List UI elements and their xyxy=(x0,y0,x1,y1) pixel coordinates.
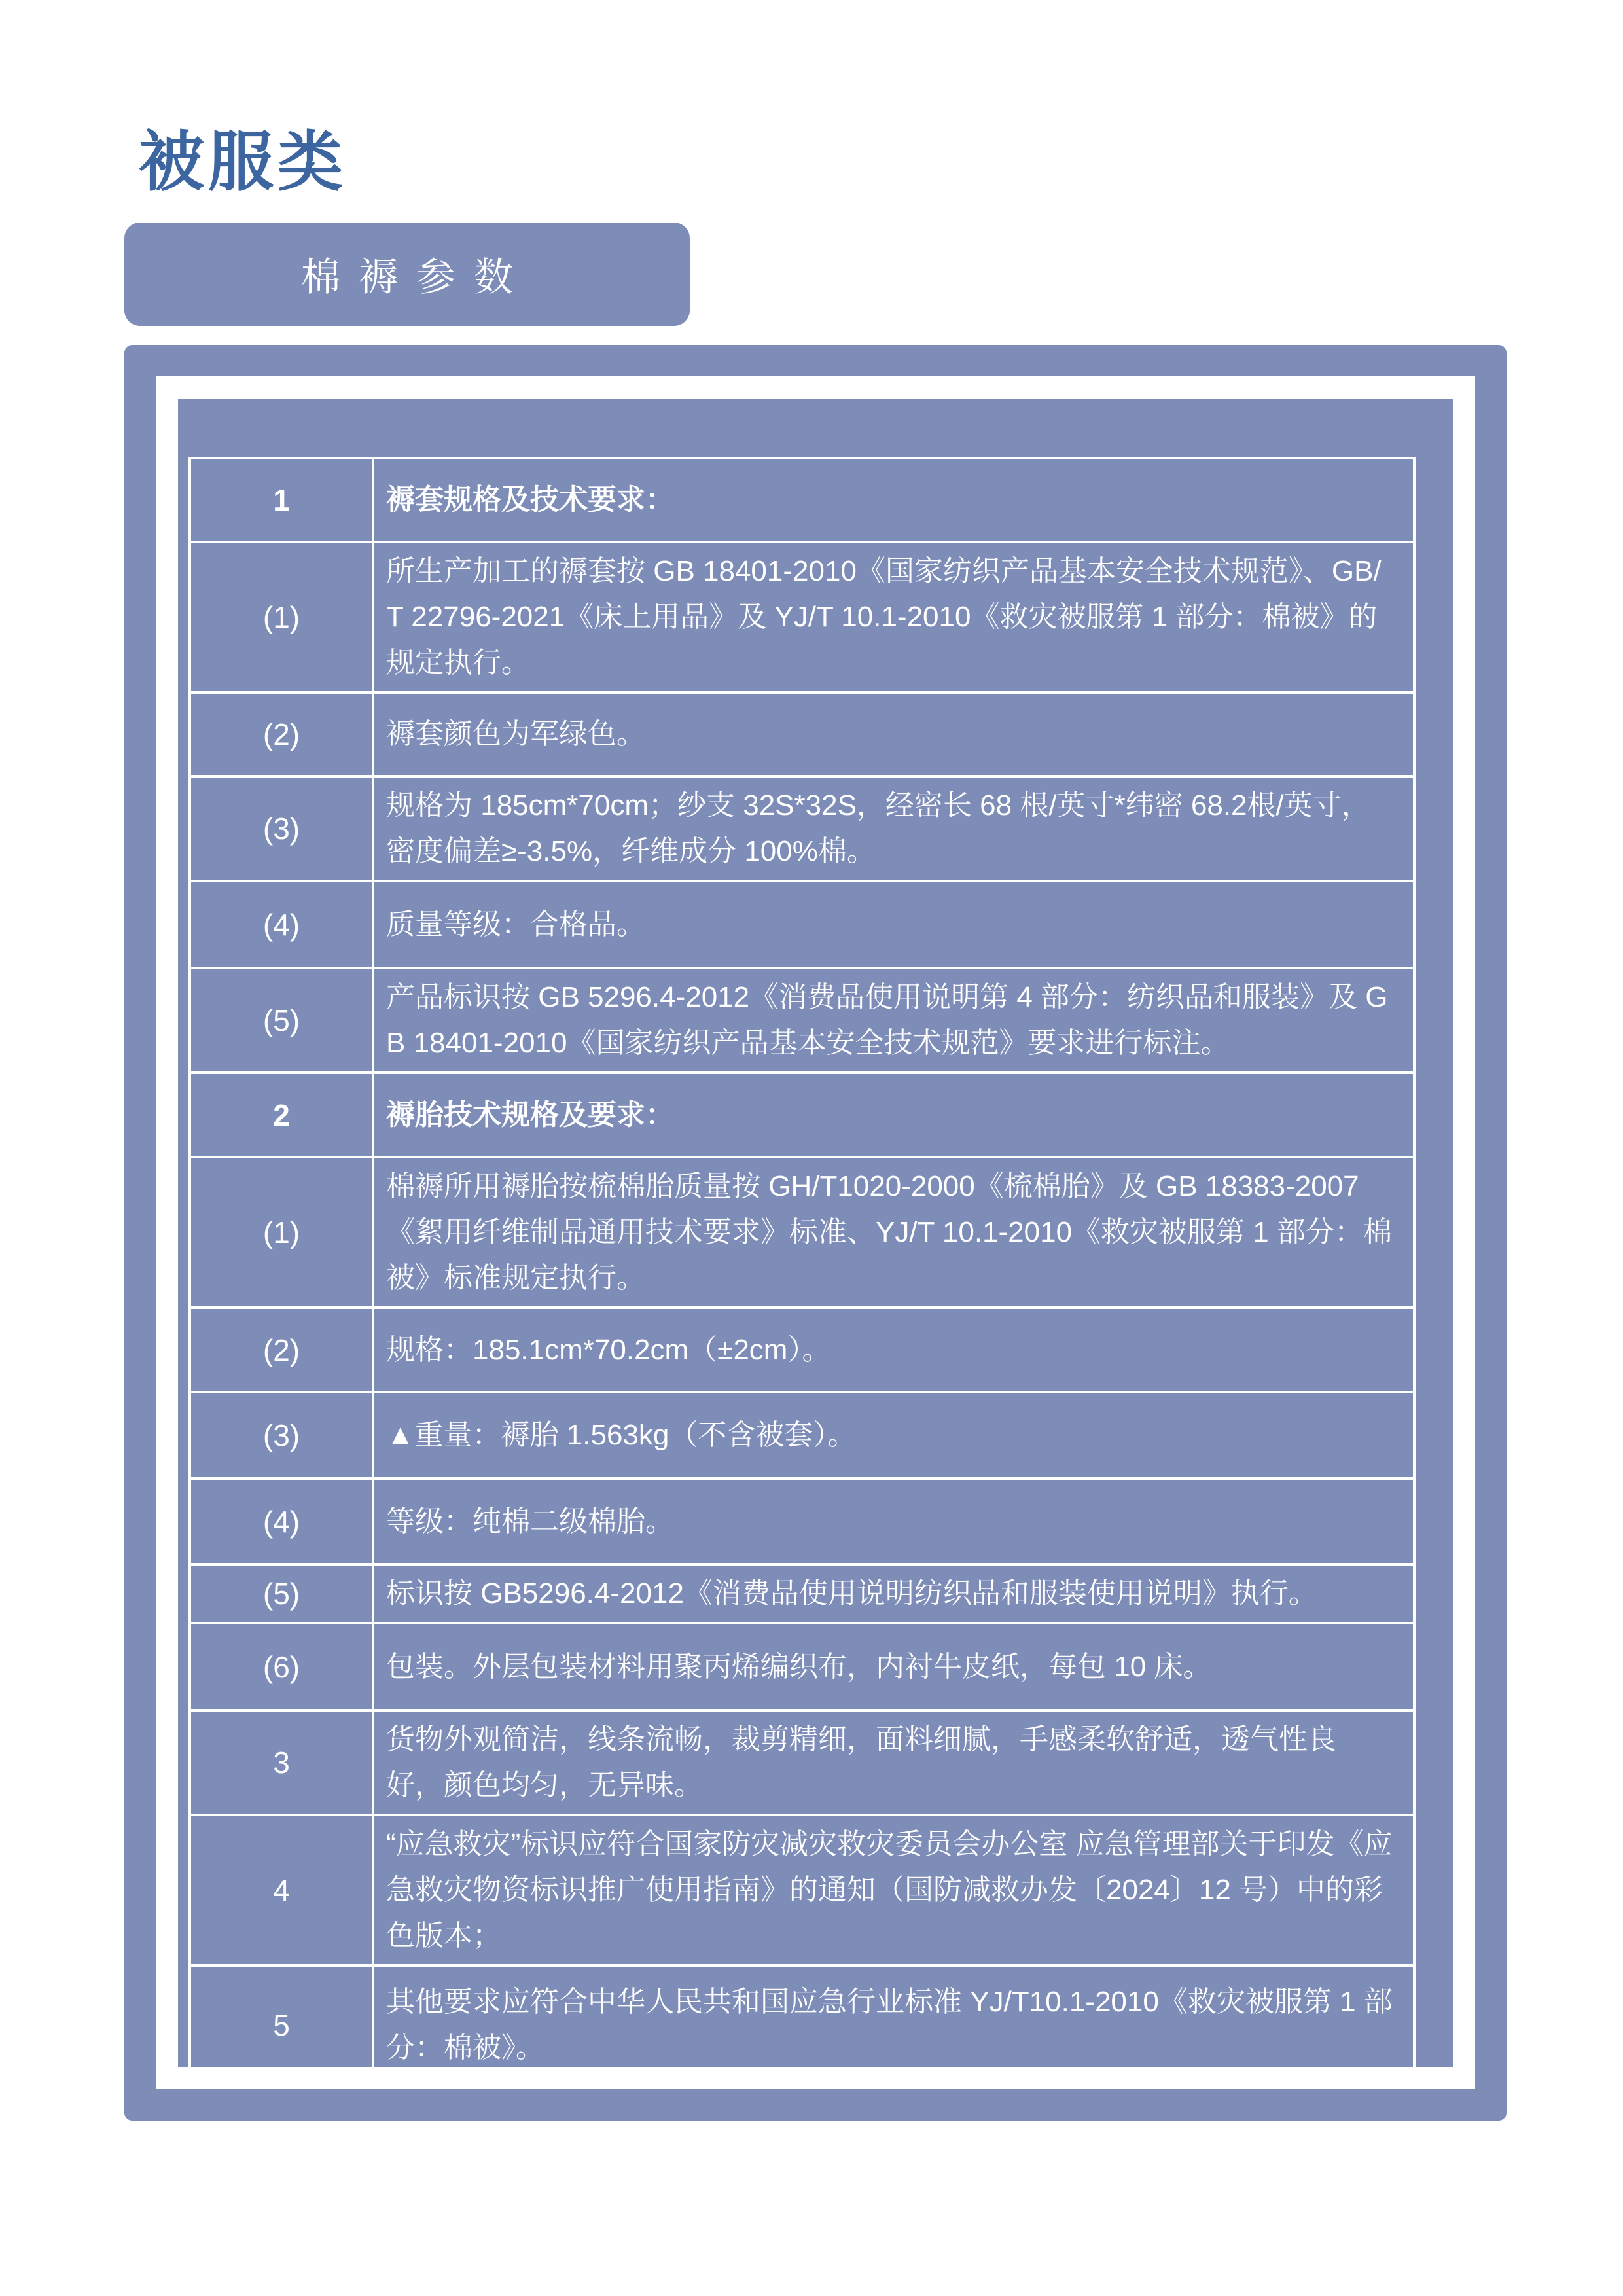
table-row xyxy=(191,1480,1413,1566)
table-row xyxy=(191,778,1413,882)
table-row xyxy=(191,1074,1413,1158)
row-text: 等级：纯棉二级棉胎。 xyxy=(386,1505,674,1537)
table-row xyxy=(191,459,1413,543)
row-text: 棉褥所用褥胎按梳棉胎质量按 GH/T1020-2000《梳棉胎》及 GB 18383-2007《絮用纤维制品通用技术要求》标准、YJ/T 10.1-2010《救灾被服第 1 部分：棉被》标准规定执行。 xyxy=(386,1170,1392,1294)
row-text: 标识按 GB5296.4-2012《消费品使用说明纺织品和服装使用说明》执行。 xyxy=(386,1577,1317,1609)
row-text: ▲重量：褥胎 1.563kg（不含被套）。 xyxy=(386,1419,857,1451)
section-badge xyxy=(124,223,690,326)
table-row xyxy=(191,543,1413,694)
row-text: 规格为 185cm*70cm；纱支 32S*32S，经密长 68 根/英寸*纬密 68.2根/英寸，密度偏差≥-3.5%，纤维成分 100%棉。 xyxy=(386,789,1370,867)
row-text: 规格：185.1cm*70.2cm（±2cm）。 xyxy=(386,1333,831,1366)
row-text: 产品标识按 GB 5296.4-2012《消费品使用说明第 4 部分：纺织品和服装》及 GB 18401-2010《国家纺织产品基本安全技术规范》要求进行标注。 xyxy=(386,981,1388,1059)
row-number: 5 xyxy=(191,1967,374,2083)
table-row xyxy=(191,1624,1413,1712)
row-number: (2) xyxy=(191,694,374,775)
table-row xyxy=(191,1158,1413,1309)
row-number: (4) xyxy=(191,1480,374,1563)
row-text: 其他要求应符合中华人民共和国应急行业标准 YJ/T10.1-2010《救灾被服第 1 部分：棉被》。 xyxy=(386,1985,1393,2064)
row-number: 2 xyxy=(191,1074,374,1156)
table-row xyxy=(191,969,1413,1074)
spec-table xyxy=(188,457,1416,2085)
row-number: 1 xyxy=(191,459,374,541)
table-row xyxy=(191,1967,1413,2083)
row-text: “应急救灾”标识应符合国家防灾减灾救灾委员会办公室 应急管理部关于印发《应急救灾物资标识推广使用指南》的通知（国防减救办发〔2024〕12 号）中的彩色版本； xyxy=(386,1828,1393,1952)
section-badge-label: 棉褥参数 xyxy=(301,255,531,299)
row-number: 4 xyxy=(191,1816,374,1964)
row-text: 褥套颜色为军绿色。 xyxy=(386,718,645,750)
row-number: (1) xyxy=(191,1158,374,1306)
row-number: (3) xyxy=(191,1393,374,1477)
row-number: 3 xyxy=(191,1712,374,1814)
row-number: (6) xyxy=(191,1624,374,1709)
table-row xyxy=(191,1566,1413,1624)
table-row xyxy=(191,1309,1413,1393)
table-row xyxy=(191,1712,1413,1816)
row-text: 褥胎技术规格及要求： xyxy=(386,1098,674,1131)
table-row xyxy=(191,1816,1413,1967)
table-row xyxy=(191,1393,1413,1480)
row-text: 所生产加工的褥套按 GB 18401-2010《国家纺织产品基本安全技术规范》、GB/T 22796-2021《床上用品》及 YJ/T 10.1-2010《救灾被服第 1 部分：棉被》的规定执行。 xyxy=(386,555,1382,679)
row-number: (1) xyxy=(191,543,374,691)
page-title: 被服类 xyxy=(139,126,347,199)
table-row xyxy=(191,694,1413,778)
row-number: (5) xyxy=(191,1566,374,1622)
row-number: (2) xyxy=(191,1309,374,1391)
row-text: 质量等级：合格品。 xyxy=(386,908,645,941)
row-text: 包装。外层包装材料用聚丙烯编织布，内衬牛皮纸，每包 10 床。 xyxy=(386,1650,1212,1683)
row-text: 货物外观简洁，线条流畅，裁剪精细，面料细腻，手感柔软舒适，透气性良好，颜色均匀，无异味。 xyxy=(386,1723,1336,1801)
row-number: (4) xyxy=(191,882,374,967)
table-row xyxy=(191,882,1413,969)
row-number: (3) xyxy=(191,778,374,880)
row-number: (5) xyxy=(191,969,374,1071)
row-text: 褥套规格及技术要求： xyxy=(386,484,674,516)
